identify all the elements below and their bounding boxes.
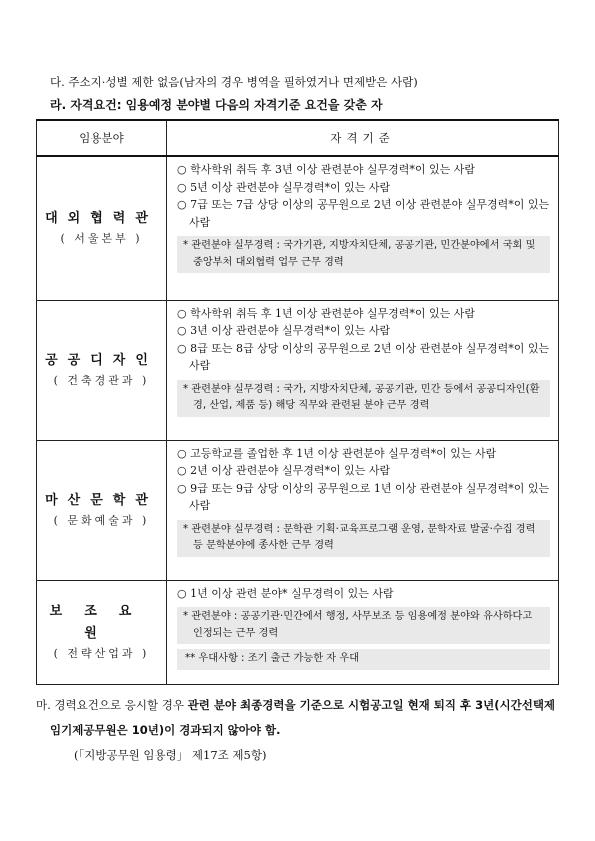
header-field: 임용분야	[37, 120, 167, 156]
table-row	[37, 300, 559, 440]
criteria-item: ○ 8급 또는 8급 상당 이상의 공무원으로 2년 이상 관련분야 실무경력*이 있는 사람	[177, 341, 550, 372]
header-criteria: 자격기준	[167, 120, 559, 156]
qualification-line-da: 다. 주소지·성별 제한 없음(남자의 경우 병역을 필하였거나 면제받은 사람)	[50, 75, 418, 89]
table-row	[37, 580, 559, 684]
qualification-paragraph-ma	[36, 693, 558, 743]
field-cell	[37, 580, 167, 684]
department-name: ( 전략산업과 )	[53, 647, 150, 660]
paragraph-emphasis: 관련 분야 최종경력을 기준으로 시험공고일 현재 퇴직 후 3년(시간선택제임기제공무원은 10년)이 경과되지 않아야 함.	[50, 698, 556, 737]
criteria-cell	[167, 300, 559, 440]
field-cell	[37, 300, 167, 440]
criteria-item: ○ 7급 또는 7급 상당 이상의 공무원으로 2년 이상 관련분야 실무경력*이 있는 사람	[177, 198, 550, 229]
criteria-item: ○ 5년 이상 관련분야 실무경력*이 있는 사람	[177, 180, 391, 194]
criteria-note: * 관련분야 : 공공기관·민간에서 행정, 사무보조 등 임용예정 분야와 유사하다고 인정되는 근무 경력	[177, 607, 550, 644]
criteria-cell	[167, 156, 559, 300]
field-cell	[37, 156, 167, 300]
criteria-cell	[167, 580, 559, 684]
field-name: 마산문학관	[45, 493, 158, 508]
field-name: 대외협력관	[45, 211, 158, 227]
criteria-note: * 관련분야 실무경력 : 문학관 기획·교육프로그램 운영, 문학자료 발굴·수집 경력 등 문학분야에 종사한 근무 경력	[177, 520, 550, 557]
table-row	[37, 440, 559, 580]
field-cell	[37, 440, 167, 580]
criteria-note: * 관련분야 실무경력 : 국가, 지방자치단체, 공공기관, 민간 등에서 공공디자인(환경, 산업, 제품 등) 해당 직무와 관련된 분야 근무 경력	[177, 380, 550, 417]
citation: (「지방공무원 임용령」 제17조 제5항)	[74, 748, 267, 762]
criteria-item: ○ 9급 또는 9급 상당 이상의 공무원으로 1년 이상 관련분야 실무경력*이 있는 사람	[177, 481, 550, 512]
department-name: ( 문화예술과 )	[53, 514, 150, 527]
criteria-item: ○ 1년 이상 관련 분야* 실무경력이 있는 사람	[177, 586, 394, 600]
criteria-item: ○ 고등학교를 졸업한 후 1년 이상 관련분야 실무경력*이 있는 사람	[177, 446, 497, 460]
table-header-row	[37, 120, 559, 156]
criteria-item: ○ 2년 이상 관련분야 실무경력*이 있는 사람	[177, 464, 391, 477]
table-row	[37, 156, 559, 300]
criteria-item: ○ 3년 이상 관련분야 실무경력*이 있는 사람	[177, 324, 391, 337]
criteria-note: * 관련분야 실무경력 : 국가기관, 지방자치단체, 공공기관, 민간분야에서 국회 및 중앙부처 대외협력 업무 근무 경력	[177, 236, 550, 273]
criteria-item: ○ 학사학위 취득 후 1년 이상 관련분야 실무경력*이 있는 사람	[177, 306, 475, 320]
field-name: 보조요원	[49, 604, 154, 641]
preference-note: ** 우대사항 : 조기 출근 가능한 자 우대	[177, 649, 550, 670]
field-name: 공공디자인	[45, 353, 158, 368]
criteria-item: ○ 학사학위 취득 후 3년 이상 관련분야 실무경력*이 있는 사람	[177, 163, 475, 176]
qualification-table	[36, 119, 559, 685]
paragraph-prefix: 마. 경력요건으로 응시할 경우	[36, 698, 188, 712]
department-name: ( 서울본부 )	[60, 232, 143, 246]
section-subheading: 라. 자격요건: 임용예정 분야별 다음의 자격기준 요건을 갖춘 자	[50, 98, 383, 112]
criteria-cell	[167, 440, 559, 580]
department-name: ( 건축경관과 )	[53, 374, 150, 387]
